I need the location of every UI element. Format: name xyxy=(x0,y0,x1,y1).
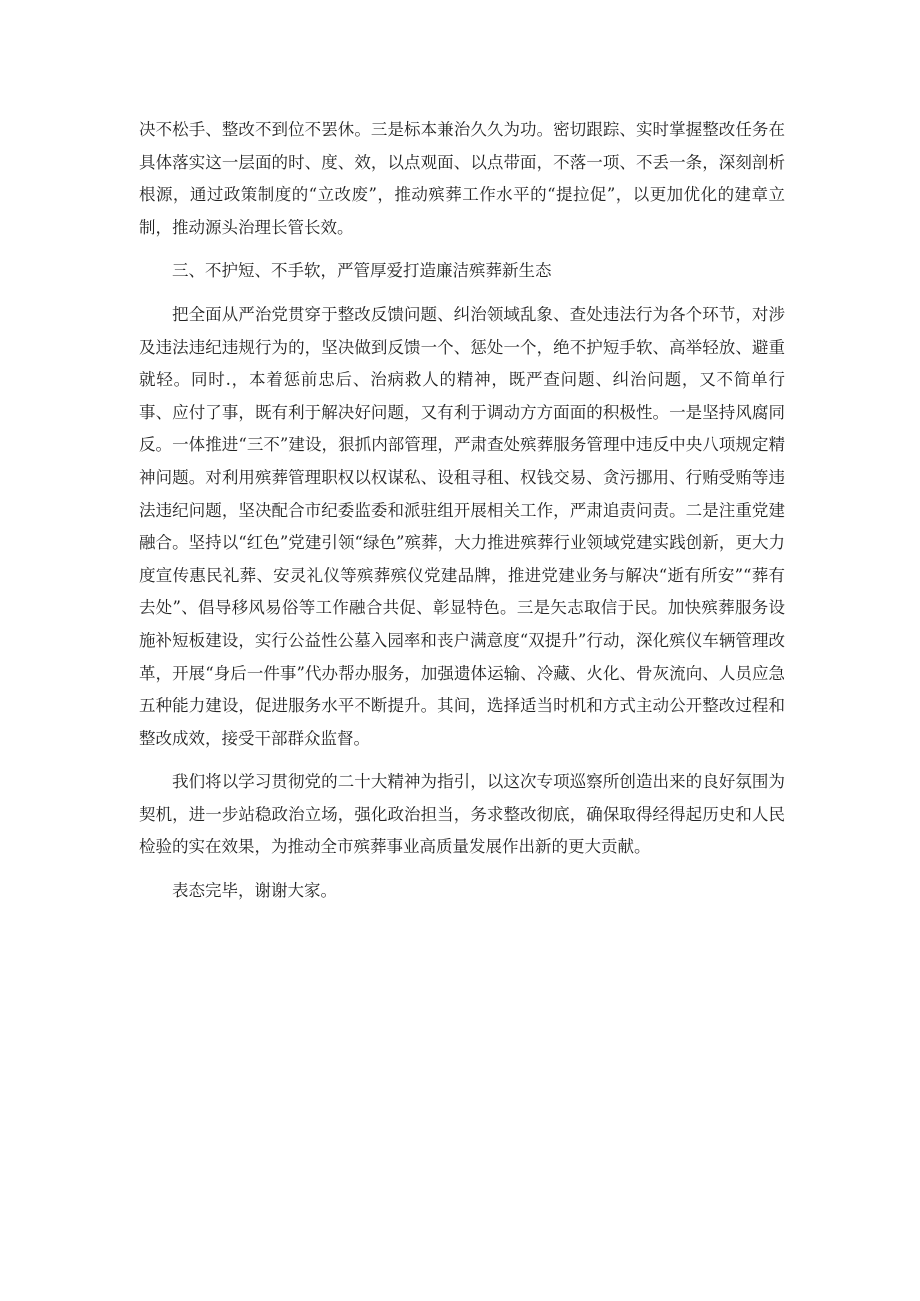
section-heading: 三、不护短、不手软，严管厚爱打造廉洁殡葬新生态 xyxy=(172,261,552,281)
paragraph-body: 我们将以学习贯彻党的二十大精神为指引，以这次专项巡察所创造出来的良好氛围为契机，进一步站稳政治立场，强化政治担当，务求整改彻底，确保取得经得起历史和人民检验的实在效果，为推动全市殡葬事业高质量发展作出新的更大贡献。 xyxy=(139,772,785,857)
paragraph-continuation: 决不松手、整改不到位不罢休。三是标本兼治久久为功。密切跟踪、实时掌握整改任务在具体落实这一层面的时、度、效，以点观面、以点带面，不落一项、不丢一条，深刻剖析根源，通过政策制度的“立改废”，推动殡葬工作水平的“提拉促”，以更加优化的建章立制，推动源头治理长管长效。 xyxy=(139,120,785,237)
document-body xyxy=(139,114,785,908)
paragraph-closing: 表态完毕，谢谢大家。 xyxy=(172,881,337,901)
paragraph-body: 把全面从严治党贯穿于整改反馈问题、纠治领域乱象、查处违法行为各个环节，对涉及违法违纪违规行为的，坚决做到反馈一个、惩处一个，绝不护短手软、高举轻放、避重就轻。同时.，本着惩前忠后、治病救人的精神，既严查问题、纠治问题，又不简单行事、应付了事，既有利于解决好问题，又有利于调动方方面面的积极性。一是坚持风腐同反。一体推进“三不”建设，狠抓内部管理，严肃查处殡葬服务管理中违反中央八项规定精神问题。对利用殡葬管理职权以权谋私、设租寻租、权钱交易、贪污挪用、行贿受贿等违法违纪问题，坚决配合市纪委监委和派驻组开展相关工作，严肃追责问责。二是注重党建融合。坚持以“红色”党建引领“绿色”殡葬，大力推进殡葬行业领域党建实践创新，更大力度宣传惠民礼葬、安灵礼仪等殡葬殡仪党建品牌，推进党建业务与解决“逝有所安”“葬有去处”、倡导移风易俗等工作融合共促、彰显特色。三是矢志取信于民。加快殡葬服务设施补短板建设，实行公益性公墓入园率和丧户满意度“双提升”行动，深化殡仪车辆管理改革，开展“身后一件事”代办帮办服务，加强遗体运输、冷藏、火化、骨灰流向、人员应急五种能力建设，促进服务水平不断提升。其间，选择适当时机和方式主动公开整改过程和整改成效，接受干部群众监督。 xyxy=(139,304,785,748)
